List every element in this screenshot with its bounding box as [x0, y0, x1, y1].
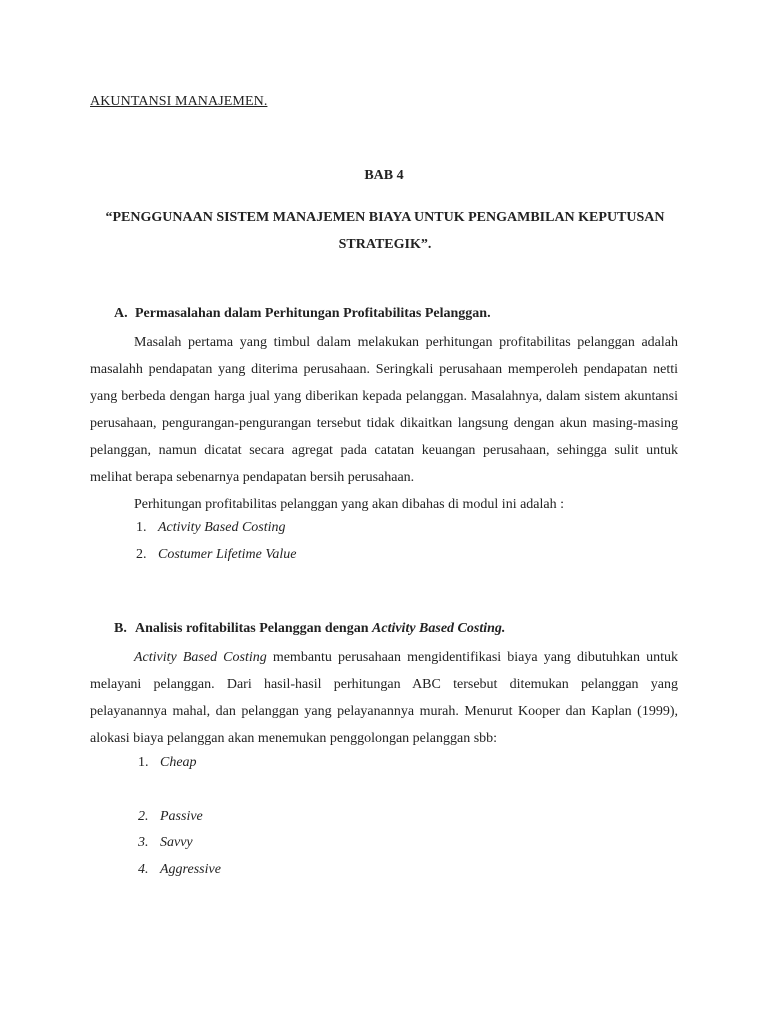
list-item-number: 2.	[136, 547, 147, 562]
section-b-paragraph	[90, 644, 678, 752]
section-b-title: Analisis rofitabilitas Pelanggan dengan	[135, 621, 373, 636]
list-item-number: 4.	[138, 862, 149, 877]
course-header: AKUNTANSI MANAJEMEN.	[90, 94, 268, 109]
section-a-paragraph-1-text: Masalah pertama yang timbul dalam melakukan perhitungan profitabilitas pelanggan adalah masalahh pendapatan yang diterima perusahaan. Seringkali perusahaan memperoleh pendapatan netti yang berbeda dengan harga jual yang diberikan kepada pelanggan. Masalahnya, dalam sistem akuntansi perusahaan, pengurangan-pengurangan tersebut tidak dikaitkan langsung dengan akun masing-masing pelanggan, namun dicatat secara agregat pada catatan keuangan perusahaan, sehingga sulit untuk melihat berapa sebenarnya pendapatan bersih perusahaan.	[90, 335, 678, 485]
list-item	[138, 809, 203, 825]
list-item	[138, 755, 197, 771]
list-item-text: Savvy	[160, 835, 193, 850]
list-item-text: Costumer Lifetime Value	[158, 547, 297, 562]
list-item-number: 3.	[138, 835, 149, 850]
section-b-paragraph-lead: Activity Based Costing	[134, 650, 267, 665]
chapter-title: “PENGGUNAAN SISTEM MANAJEMEN BIAYA UNTUK PENGAMBILAN KEPUTUSAN STRATEGIK”.	[105, 210, 665, 252]
list-item-number: 2.	[138, 809, 149, 824]
section-b-letter: B.	[114, 621, 127, 636]
list-item-text: Cheap	[160, 755, 197, 770]
list-item-text: Passive	[160, 809, 203, 824]
list-item	[136, 520, 286, 536]
list-item	[138, 862, 221, 878]
section-a-title: Permasalahan dalam Perhitungan Profitabilitas Pelanggan.	[135, 306, 491, 321]
section-a-paragraph-2-text: Perhitungan profitabilitas pelanggan yang akan dibahas di modul ini adalah :	[134, 497, 565, 512]
section-b-paragraph-text: membantu perusahaan mengidentifikasi biaya yang dibutuhkan untuk melayani pelanggan. Dari hasil-hasil perhitungan ABC tersebut ditemukan pelanggan yang pelayanannya mahal, dan pelanggan yang pelayanannya murah. Menurut Kooper dan Kaplan (1999), alokasi biaya pelanggan akan menemukan penggolongan pelanggan sbb:	[90, 650, 678, 746]
list-item-text: Activity Based Costing	[158, 520, 286, 535]
list-item	[138, 835, 193, 851]
list-item	[136, 547, 296, 563]
list-item-number: 1.	[138, 755, 149, 770]
list-item-text: Aggressive	[160, 862, 221, 877]
section-a-letter: A.	[114, 306, 128, 321]
chapter-number: BAB 4	[364, 168, 404, 183]
section-a-paragraph-1	[90, 329, 678, 491]
section-b-heading	[114, 621, 505, 637]
list-item-number: 1.	[136, 520, 147, 535]
section-a-paragraph-2	[90, 491, 678, 518]
section-a-heading	[114, 306, 491, 322]
section-b-title-italic: Activity Based Costing.	[372, 621, 506, 636]
